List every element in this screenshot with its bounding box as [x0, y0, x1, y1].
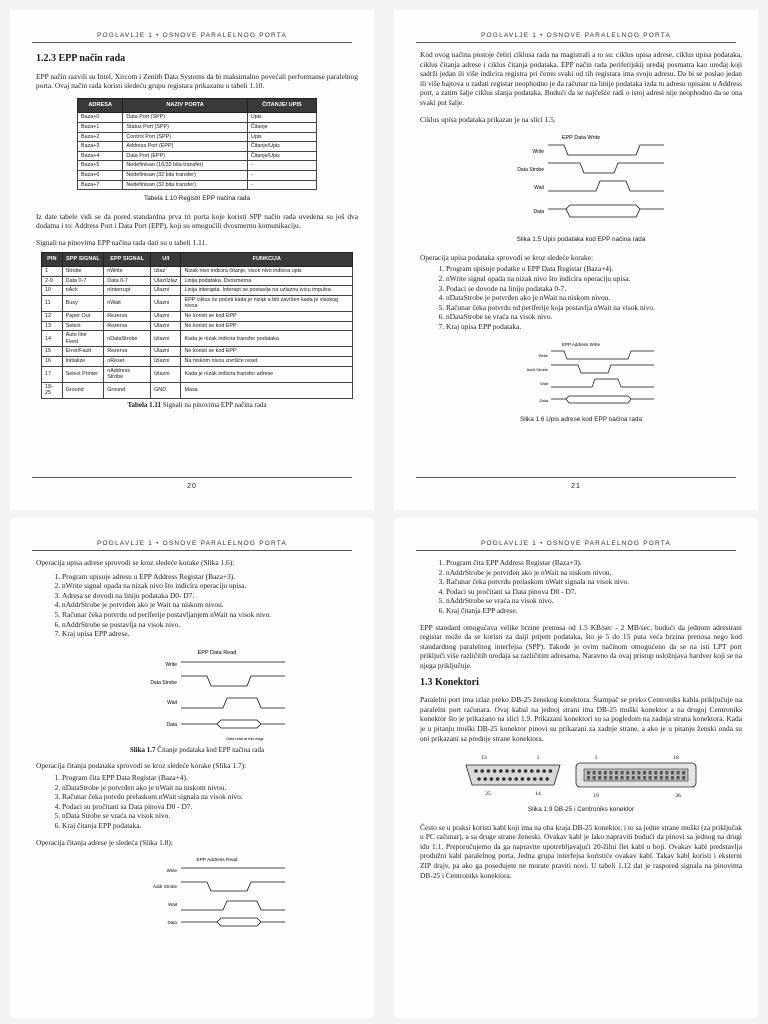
- table-row: [78, 122, 317, 132]
- page-number: 21: [416, 477, 736, 490]
- pin-hole: [545, 777, 549, 781]
- paragraph: Ciklus upisa podataka prikazan je na slici 1.5.: [420, 114, 556, 124]
- pin-hole: [499, 769, 503, 773]
- paragraph: Operacija čitanja adrese je sledeća (Slika 1.8):: [36, 837, 173, 847]
- table-cell: GND: [151, 382, 181, 398]
- list-item: 2. nAddrStrobe je potvrđen ako je nWait na niskom nivou.: [446, 568, 742, 578]
- table-cell: 18-25: [42, 382, 63, 398]
- pin-contact: [615, 771, 618, 775]
- table-cell: nDataStrobe: [104, 331, 151, 347]
- pin-label: 19: [593, 793, 599, 800]
- table-1-11-caption: Tabela 1.11 Signali na pinovima EPP načina rada: [127, 401, 267, 409]
- pin-hole: [521, 777, 525, 781]
- pin-contact: [665, 771, 668, 775]
- table-cell: nReset: [104, 357, 151, 367]
- table-cell: Nedefinisan (16/32 bita transfer): [123, 161, 247, 171]
- pin-contact: [671, 771, 674, 775]
- pin-contact: [598, 776, 601, 780]
- table-cell: Masa: [181, 382, 353, 398]
- pin-label: 14: [535, 791, 541, 798]
- pin-contact: [632, 776, 635, 780]
- header-rule: [416, 42, 736, 43]
- strobe-waveform: [181, 676, 285, 686]
- signal-label: Wait: [534, 185, 544, 192]
- table-cell: Ne koristi se kod EPP: [181, 347, 353, 357]
- paragraph: Operacija čitanja podataka sprovodi se kroz sledeće korake (Slika 1.7):: [36, 761, 247, 771]
- pin-contact: [604, 776, 607, 780]
- list-item: 3. Računar čeka potvdu prelaskom nWait signala na visok nivo.: [62, 792, 358, 802]
- pin-hole: [542, 769, 546, 773]
- pin-hole: [511, 769, 515, 773]
- table-cell: nAck: [62, 286, 104, 296]
- intro-paragraph: EPP način razvili su Intel, Xircom i Zenith Data Systems da bi maksimalno povećali performanse paralelnog porta. Ovaj način rada koristi sledeću grupu registara prikazanu u tabeli 1.10.: [36, 71, 358, 91]
- pin-hole: [533, 777, 537, 781]
- table-cell: Strobe: [62, 267, 104, 277]
- pin-contact: [654, 776, 657, 780]
- table-1-11: [41, 252, 353, 400]
- wait-waveform: [548, 181, 664, 191]
- table-cell: Linija interapta. Interapt se postavlja na uzlaznu ivicu impulsa: [181, 286, 353, 296]
- table-cell: Data 0-7: [104, 276, 151, 286]
- table-row: [78, 180, 317, 190]
- paragraph: Često se u praksi koristi kabl koji ima na oba kraja DB-25 konektor, i to sa jedne strane muški (za priključak u PC računar), a sa druge strane ženeski. Ovakav kabl je lako napraviti budući da pinovi sa jednog na drugi idu 1:1. Preporučujemo da ga napravite upotrebljavajući 20-žilni flet kabl u boji. Ovakav kabl predstavlja produžni kabl paralelnog porta. Jedna grupa interfejsa koristiće ovakav kabl. Takav kabl koristi i eksterni ZIP drajv, pa ako ga posedujete ne morate praviti novi. U tabeli 1.12 dat je raspored signala na pinovima DB-25 i Centroniks konektora.: [420, 822, 742, 880]
- signal-label: Data: [167, 920, 177, 926]
- pin-hole: [493, 769, 497, 773]
- section-heading: 1.3 Konektori: [420, 676, 479, 688]
- table-cell: Ulazni: [151, 347, 181, 357]
- fig-1-5-caption: Slika 1.5 Upis podataka kod EPP načina rada: [516, 236, 646, 244]
- write-waveform: [548, 145, 664, 155]
- list-item: 4. Podaci su pročitani sa Data pinova D0 - D7.: [446, 587, 742, 597]
- table-cell: Kada je nizak indicira transfer adrese: [181, 366, 353, 382]
- steps-list: [420, 264, 742, 331]
- table-cell: Izlaz: [151, 267, 181, 277]
- signal-label: Addr Strobe: [152, 884, 177, 890]
- table-row: [78, 170, 317, 180]
- table-cell: Nedefinisan (32 bita transfer): [123, 180, 247, 190]
- signal-label: Write: [538, 352, 548, 358]
- signal-label: Data Strobe: [517, 167, 544, 174]
- column-header: ADRESA: [78, 98, 123, 113]
- signal-label: Write: [166, 868, 177, 874]
- signal-label: Data: [539, 397, 548, 403]
- paragraph: Kod ovog načina postoje četiri ciklusa rada na magistrali a to su: ciklus upisa adrese, ciklus upisa podataka, ciklus čitanja adrese i ciklus čitanja podataka. EPP način rada periferijskij uređaj posmatra kao uređaj koji sadrži jedan ili više indicira registra pri čemu svaki od tih registara ima svoju adresu. Da bi se poslao jedan ili više bajtova u zadati registar neophodno je da računar na linije podataka izda tu adresu upisanu u Address port, a zatim šalje ciklus slanja podataka. Budući da se najčešće radi o istoj adresi nije neophodno da se ona svaki put šalje.: [420, 50, 742, 107]
- table-cell: Izlazni: [151, 357, 181, 367]
- pin-hole: [524, 769, 528, 773]
- pin-label: 1: [594, 755, 598, 762]
- list-item: 7. Kraj upisa EPP podataka.: [446, 322, 742, 332]
- table-cell: EPP ciklus će početi kada je nizak a biti završen kada je visokog nivoa: [181, 295, 353, 311]
- pin-contact: [637, 776, 640, 780]
- paragraph: Signali na pinovima EPP načina rada dati su u tabeli 1.11.: [36, 237, 208, 247]
- list-item: 5. Računar čeka potvrdu od periferije postavljanjem nWait na visok nivo.: [62, 610, 358, 620]
- table-cell: -: [247, 161, 316, 171]
- list-item: 3. Računar čeka potvrdu prelaskom nWait signala na visok nivo.: [446, 577, 742, 587]
- table-row: [42, 366, 353, 382]
- table-cell: 16: [42, 357, 63, 367]
- table-cell: nWait: [104, 295, 151, 311]
- table-cell: Control Port (SPP): [123, 132, 247, 142]
- table-cell: Select: [62, 321, 104, 331]
- fig-title: EPP Data Read: [197, 649, 237, 656]
- signal-label: Data: [533, 209, 544, 216]
- table-cell: 11: [42, 295, 63, 311]
- table-cell: Baza+3: [78, 142, 123, 152]
- pin-contact: [604, 771, 607, 775]
- running-header: POGLAVLJE 1 • OSNOVE PARALELNOG PORTA: [97, 540, 287, 547]
- pin-contact: [654, 771, 657, 775]
- table-cell: Nedefinisan (32 bita transfer): [123, 170, 247, 180]
- table-cell: 10: [42, 286, 63, 296]
- paragraph: Operacija upisa podataka sprovodi se kroz sledeće korake:: [420, 252, 593, 262]
- signal-label: Write: [165, 661, 177, 668]
- table-cell: 2-9: [42, 276, 63, 286]
- table-cell: -: [247, 180, 316, 190]
- page-23: [394, 518, 758, 1018]
- table-row: [42, 357, 353, 367]
- list-item: 1. Program čita EPP Address Registar (Baza+3).: [446, 558, 742, 568]
- timing-diagram-fig-1-7: [107, 646, 287, 744]
- pin-contact: [593, 771, 596, 775]
- table-cell: Select Printer: [62, 366, 104, 382]
- list-item: 7. Kraj upisa EPP adrese.: [62, 629, 358, 639]
- wait-waveform: [181, 698, 285, 708]
- page-number: 20: [32, 477, 352, 490]
- table-row: [78, 161, 317, 171]
- table-cell: nInterrupt: [104, 286, 151, 296]
- fig-note: Data read at this edge: [226, 736, 264, 741]
- fig-title: EPP Data Write: [561, 135, 601, 142]
- timing-diagram-fig-1-8: [107, 854, 287, 934]
- table-cell: Kada je nizak indicira transfer podataka: [181, 331, 353, 347]
- table-cell: -: [247, 170, 316, 180]
- table-row: [42, 312, 353, 322]
- pin-hole: [530, 769, 534, 773]
- running-header: POGLAVLJE 1 • OSNOVE PARALELNOG PORTA: [481, 32, 671, 39]
- section-heading: 1.2.3 EPP način rada: [36, 53, 126, 64]
- table-cell: Ulazni: [151, 312, 181, 322]
- pin-hole: [480, 769, 484, 773]
- pin-contact: [660, 776, 663, 780]
- pin-hole: [502, 777, 506, 781]
- pin-contact: [626, 771, 629, 775]
- list-item: 1. Program upisuje adresu u EPP Address Registar (Baza+3).: [62, 572, 358, 582]
- fig-title: EPP Address Read: [196, 858, 238, 864]
- running-header: POGLAVLJE 1 • OSNOVE PARALELNOG PORTA: [481, 540, 671, 547]
- table-cell: Initialize: [62, 357, 104, 367]
- table-cell: Data Port (SPP): [123, 113, 247, 123]
- table-row: [42, 347, 353, 357]
- table-cell: Ne koristi se kod EPP: [181, 312, 353, 322]
- pin-contact: [598, 771, 601, 775]
- pin-contact: [609, 771, 612, 775]
- table-cell: Ulazni: [151, 286, 181, 296]
- table-cell: Čitanje/Upis: [247, 142, 316, 152]
- list-item: 2. nWrite signal opada na nizak nivo što indicira operaciju upisa.: [62, 581, 358, 591]
- pin-hole: [536, 769, 540, 773]
- list-item: 5. nData Strobe se vraća na visok nivo.: [62, 811, 358, 821]
- header-rule: [416, 550, 736, 551]
- table-cell: 15: [42, 347, 63, 357]
- table-cell: 14: [42, 331, 63, 347]
- pin-contact: [660, 771, 663, 775]
- signal-label: Data Strobe: [150, 679, 177, 686]
- table-row: [42, 331, 353, 347]
- table-row: [78, 151, 317, 161]
- list-item: 4. nAddrStrobe je potvrđen ako je Wait na niskom nivou.: [62, 600, 358, 610]
- pin-contact: [621, 776, 624, 780]
- table-row: [78, 113, 317, 123]
- timing-diagram-fig-1-5: [496, 131, 666, 231]
- table-row: [42, 267, 353, 277]
- pin-contact: [671, 776, 674, 780]
- pin-contact: [649, 776, 652, 780]
- column-header: FUNKCIJA: [181, 252, 353, 267]
- table-cell: Čitanje/Upis: [247, 151, 316, 161]
- paragraph: Operacija upisa adrese sprovodi se kroz sledeće korake (Slika 1.6):: [36, 558, 235, 567]
- table-cell: Ulazni: [151, 321, 181, 331]
- table-row: [42, 321, 353, 331]
- pin-hole: [496, 777, 500, 781]
- data-waveform: [548, 205, 664, 217]
- pin-contact: [587, 776, 590, 780]
- steps-list: [36, 572, 358, 639]
- header-rule: [32, 42, 352, 43]
- list-item: 2. nDataStrobe je potvrđen ako je nWait na niskom nivou.: [62, 783, 358, 793]
- table-cell: Ground: [62, 382, 104, 398]
- table-1-10-caption: Tabela 1.10 Registri EPP načina rada: [143, 195, 251, 203]
- list-item: 2. nWrite signal opada na nizak nivo što indicira operaciju upisa.: [446, 274, 742, 284]
- table-cell: Paper Out: [62, 312, 104, 322]
- data-waveform: [181, 720, 285, 728]
- table-cell: Nizak nivo indicira čitanje, visok nivo indicira upis: [181, 267, 353, 277]
- pin-hole: [514, 777, 518, 781]
- table-cell: Čitanje: [247, 122, 316, 132]
- list-item: 5. Računar čeka potvrdu od periferije koja postavlja nWait na visok nivo.: [446, 303, 742, 313]
- table-cell: Busy: [62, 295, 104, 311]
- column-header: PIN: [42, 252, 63, 267]
- paragraph: Paralelni port ima izlaz preko DB-25 ženskog konektora. Štampač se preko Centroniks kabla priključuje na paralelni port računara. Ovaj kabal na jednoj strani ima DB-25 muški konektor a na drugoj Centroniks konektor što je prikazano na slici 1.9. Prikazani konektori su sa pogledom na zadnja strana konektora. Kada je u pitanju muški DB-25 konektor pinovi su prikazani za zadnje strane, a ako je u pitanju ženski onda su oni prikazani sa prednje strane konektora.: [420, 695, 742, 743]
- table-row: [42, 276, 353, 286]
- pin-contact: [643, 771, 646, 775]
- timing-diagram-fig-1-6: [506, 339, 656, 411]
- pin-hole: [477, 777, 481, 781]
- list-item: 4. Podaci su pročitani sa Data pinova D0 - D7.: [62, 802, 358, 812]
- pin-contact: [587, 771, 590, 775]
- table-cell: Rezerva: [104, 347, 151, 357]
- page-22: [10, 518, 374, 1018]
- pin-hole: [518, 769, 522, 773]
- table-cell: Ulaz/Izlaz: [151, 276, 181, 286]
- pin-contact: [643, 776, 646, 780]
- table-cell: 12: [42, 312, 63, 322]
- pin-contact: [677, 771, 680, 775]
- table-cell: Upis: [247, 113, 316, 123]
- table-cell: Baza+2: [78, 132, 123, 142]
- table-cell: Izlazni: [151, 366, 181, 382]
- paragraph: EPP standard omogućava velike brzine prenosa od 1.5 KB/sec - 2 MB/sec, budući da jednom adresirani registar može da se koristi za daiji prijem podataka, što je 5 do 15 puta veća brzina prenosa nego kod standardnog paralelnog interfejsa (SPP). Takođe je ovim načinom omogućeno da se na isti LPT port priključi više različitih uređaja sa različitim adresama. Naravno da ovaj pristup usložnjava hardver koji se na njega priključuje.: [420, 622, 742, 670]
- pin-contact: [682, 771, 685, 775]
- pin-contact: [593, 776, 596, 780]
- table-cell: 13: [42, 321, 63, 331]
- steps-list: [36, 773, 358, 831]
- table-cell: 17: [42, 366, 63, 382]
- table-cell: Ground: [104, 382, 151, 398]
- fig-title: EPP Address Write: [561, 341, 601, 347]
- pin-hole: [549, 769, 553, 773]
- pin-label: 25: [485, 791, 491, 798]
- table-cell: Ne koristi se kod EPP: [181, 321, 353, 331]
- pin-contact: [649, 771, 652, 775]
- table-row: [42, 286, 353, 296]
- table-cell: Baza+0: [78, 113, 123, 123]
- pin-contact: [682, 776, 685, 780]
- table-cell: Rezerva: [104, 321, 151, 331]
- fig-1-9-caption: Slika 1.9 DB-25 i Centroniks konektor: [527, 806, 635, 814]
- column-header: U/I: [151, 252, 181, 267]
- table-cell: Rezerva: [104, 312, 151, 322]
- table-cell: Na niskom nivou izvršiće reset: [181, 357, 353, 367]
- pin-hole: [539, 777, 543, 781]
- db25-connector-shell: [466, 765, 560, 785]
- table-cell: Error/Fault: [62, 347, 104, 357]
- page-21: [394, 10, 758, 510]
- table-cell: Baza+4: [78, 151, 123, 161]
- pin-hole: [490, 777, 494, 781]
- list-item: 1. Program upisuje podatke u EPP Data Registar (Baza+4).: [446, 264, 742, 274]
- pin-hole: [474, 769, 478, 773]
- connector-figure-1-9: [456, 751, 706, 801]
- signal-label: Wait: [168, 902, 177, 908]
- pin-contact: [637, 771, 640, 775]
- table-cell: Baza+5: [78, 161, 123, 171]
- table-cell: Address Port (EPP): [123, 142, 247, 152]
- pin-contact: [632, 771, 635, 775]
- table-cell: Upis: [247, 132, 316, 142]
- page-20: [10, 10, 374, 510]
- list-item: 3. Podaci se dovode na liniju podataka 0-7.: [446, 284, 742, 294]
- pin-contact: [665, 776, 668, 780]
- page-22-content: [36, 558, 358, 934]
- header-rule: [32, 550, 352, 551]
- column-header: SPP SIGNAL: [62, 252, 104, 267]
- table-cell: Baza+1: [78, 122, 123, 132]
- signal-label: Wait: [167, 699, 177, 706]
- table-cell: nWrite: [104, 267, 151, 277]
- table-cell: Izlazni: [151, 331, 181, 347]
- page-20-content: [36, 50, 358, 417]
- paragraph: Iz date tabele vidi se da pored standardna prva tri porta koje koristi SPP način rada uvedena su još dva dodatna i to: Address Port i Data Port (EPP), koji su omogućili dvosmernu komunikaciju.: [36, 211, 358, 231]
- steps-list: [420, 558, 742, 616]
- signal-label: Data: [166, 721, 177, 728]
- column-header: ČITANJE/ UPIS: [247, 98, 316, 113]
- list-item: 5. nAddrStrobe se vraća na visok nivo.: [446, 596, 742, 606]
- signal-label: Addr Strobe: [526, 366, 548, 372]
- list-item: 4. nDataStrobe je potvrđen ako je nWait na niskom nivou.: [446, 293, 742, 303]
- pin-contact: [677, 776, 680, 780]
- list-item: 3. Adresa se dovodi na liniju podataka D0- D7.: [62, 591, 358, 601]
- pin-contact: [621, 771, 624, 775]
- pin-label: 13: [481, 755, 487, 762]
- list-item: 6. nAddrStrobe se postavlja na visok nivo.: [62, 620, 358, 630]
- pin-hole: [487, 769, 491, 773]
- table-cell: Status Port (SPP): [123, 122, 247, 132]
- fig-1-6-caption: Slika 1.6 Upis adrese kod EPP načina rada: [519, 415, 643, 423]
- table-1-10: [77, 98, 317, 190]
- table-cell: Data 0-7: [62, 276, 104, 286]
- pin-contact: [626, 776, 629, 780]
- list-item: 1. Program čita EPP Data Registar (Baza+4).: [62, 773, 358, 783]
- pin-contact: [609, 776, 612, 780]
- column-header: NAZIV PORTA: [123, 98, 247, 113]
- table-cell: 1: [42, 267, 63, 277]
- page-23-content: [420, 558, 742, 887]
- table-cell: Ulazni: [151, 295, 181, 311]
- pin-hole: [483, 777, 487, 781]
- pin-hole: [527, 777, 531, 781]
- table-cell: nAddress Strobe: [104, 366, 151, 382]
- pin-hole: [508, 777, 512, 781]
- fig-1-7-caption: Slika 1.7 Čitanje podataka kod EPP načina rada: [129, 745, 265, 754]
- list-item: 6. nDataStrobe se vraća na visok nivo.: [446, 312, 742, 322]
- pin-label: 36: [675, 793, 681, 800]
- table-row: [78, 142, 317, 152]
- table-cell: Baza+6: [78, 170, 123, 180]
- pin-label: 18: [673, 755, 679, 762]
- column-header: EPP SIGNAL: [104, 252, 151, 267]
- pin-contact: [615, 776, 618, 780]
- table-row: [78, 132, 317, 142]
- pin-label: 1: [536, 755, 540, 762]
- strobe-waveform: [548, 163, 664, 173]
- list-item: 6. Kraj čitanja EPP podataka.: [62, 821, 358, 831]
- table-cell: Auto line Feed: [62, 331, 104, 347]
- table-cell: Baza+7: [78, 180, 123, 190]
- list-item: 6. Kraj čitanja EPP adrese.: [446, 606, 742, 616]
- table-row: [42, 382, 353, 398]
- table-row: [42, 295, 353, 311]
- signal-label: Write: [532, 149, 544, 156]
- pin-hole: [505, 769, 509, 773]
- page-21-content: [420, 50, 742, 432]
- table-cell: Data Port (EPP): [123, 151, 247, 161]
- signal-label: Wait: [540, 380, 548, 386]
- table-cell: Linija podataka. Dvosmerna: [181, 276, 353, 286]
- running-header: POGLAVLJE 1 • OSNOVE PARALELNOG PORTA: [97, 32, 287, 39]
